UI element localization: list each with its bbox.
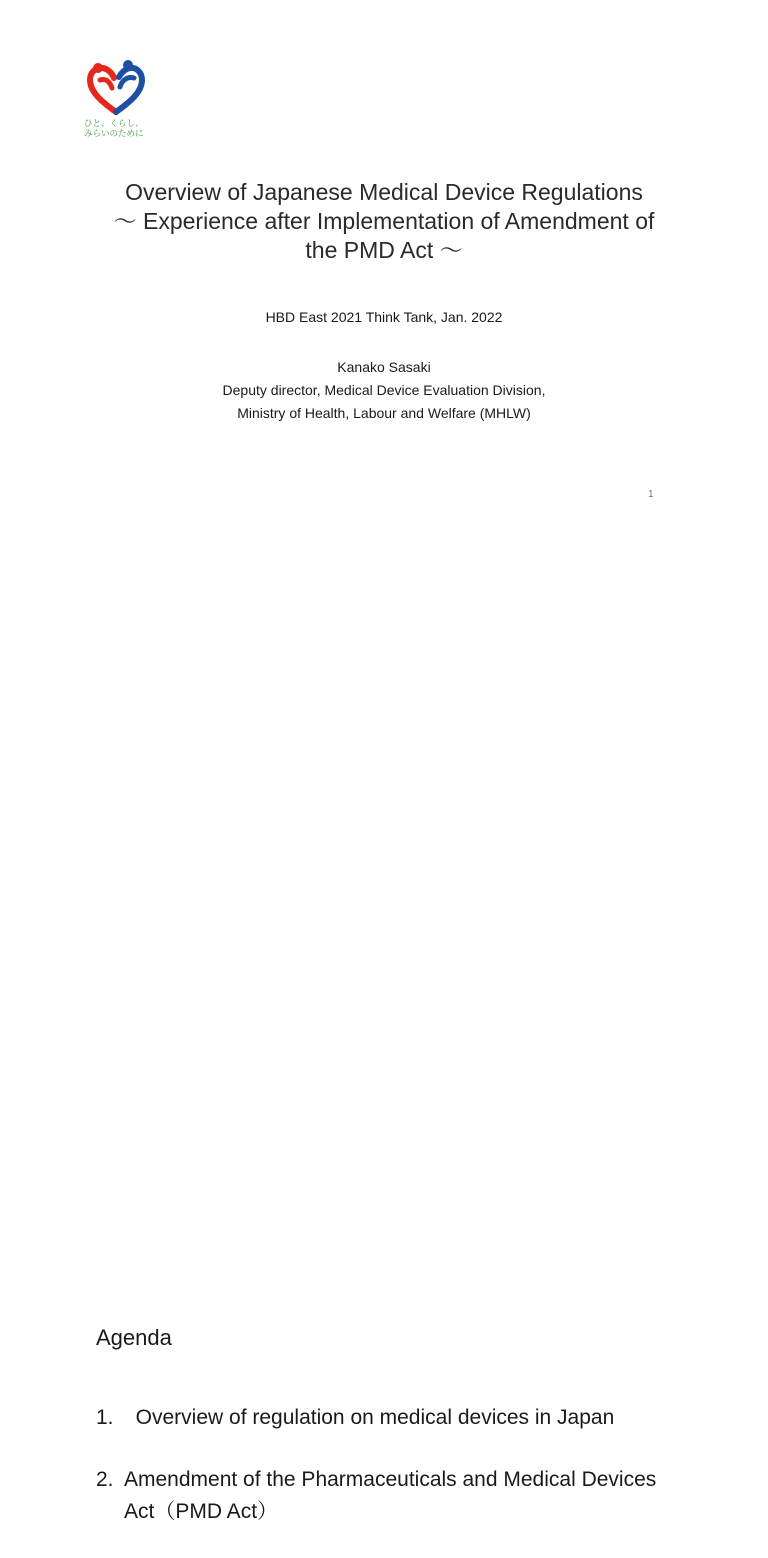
presentation-title xyxy=(84,178,684,265)
agenda-list xyxy=(96,1402,676,1558)
heart-figures-icon xyxy=(84,60,148,116)
list-item xyxy=(96,1402,676,1434)
page-number: 1 xyxy=(648,489,654,500)
author-organization: Ministry of Health, Labour and Welfare (MHLW) xyxy=(237,405,531,421)
author-block xyxy=(84,356,684,425)
agenda-heading: Agenda xyxy=(96,1325,172,1350)
title-line-2: ～ Experience after Implementation of Amendment of xyxy=(113,208,655,234)
title-line-3: the PMD Act ～ xyxy=(305,237,463,263)
event-name: HBD East 2021 Think Tank, Jan. 2022 xyxy=(265,309,503,325)
author-role: Deputy director, Medical Device Evaluation Division, xyxy=(222,382,546,398)
mhlw-logo xyxy=(84,60,148,142)
logo-tagline xyxy=(84,118,148,138)
title-slide xyxy=(0,0,768,540)
list-item xyxy=(96,1464,676,1528)
agenda-item-number: 1. xyxy=(96,1406,114,1429)
agenda-item-text: Overview of regulation on medical devices in Japan xyxy=(124,1406,615,1429)
agenda-slide xyxy=(0,640,768,1523)
title-line-1: Overview of Japanese Medical Device Regulations xyxy=(125,179,643,205)
logo-tagline-line2: みらいのために xyxy=(84,128,144,138)
logo-tagline-line1: ひと、くらし、 xyxy=(84,118,144,128)
agenda-item-text: Amendment of the Pharmaceuticals and Medical Devices Act（PMD Act） xyxy=(124,1468,657,1523)
author-name: Kanako Sasaki xyxy=(337,359,431,375)
agenda-item-number: 2. xyxy=(96,1468,114,1491)
